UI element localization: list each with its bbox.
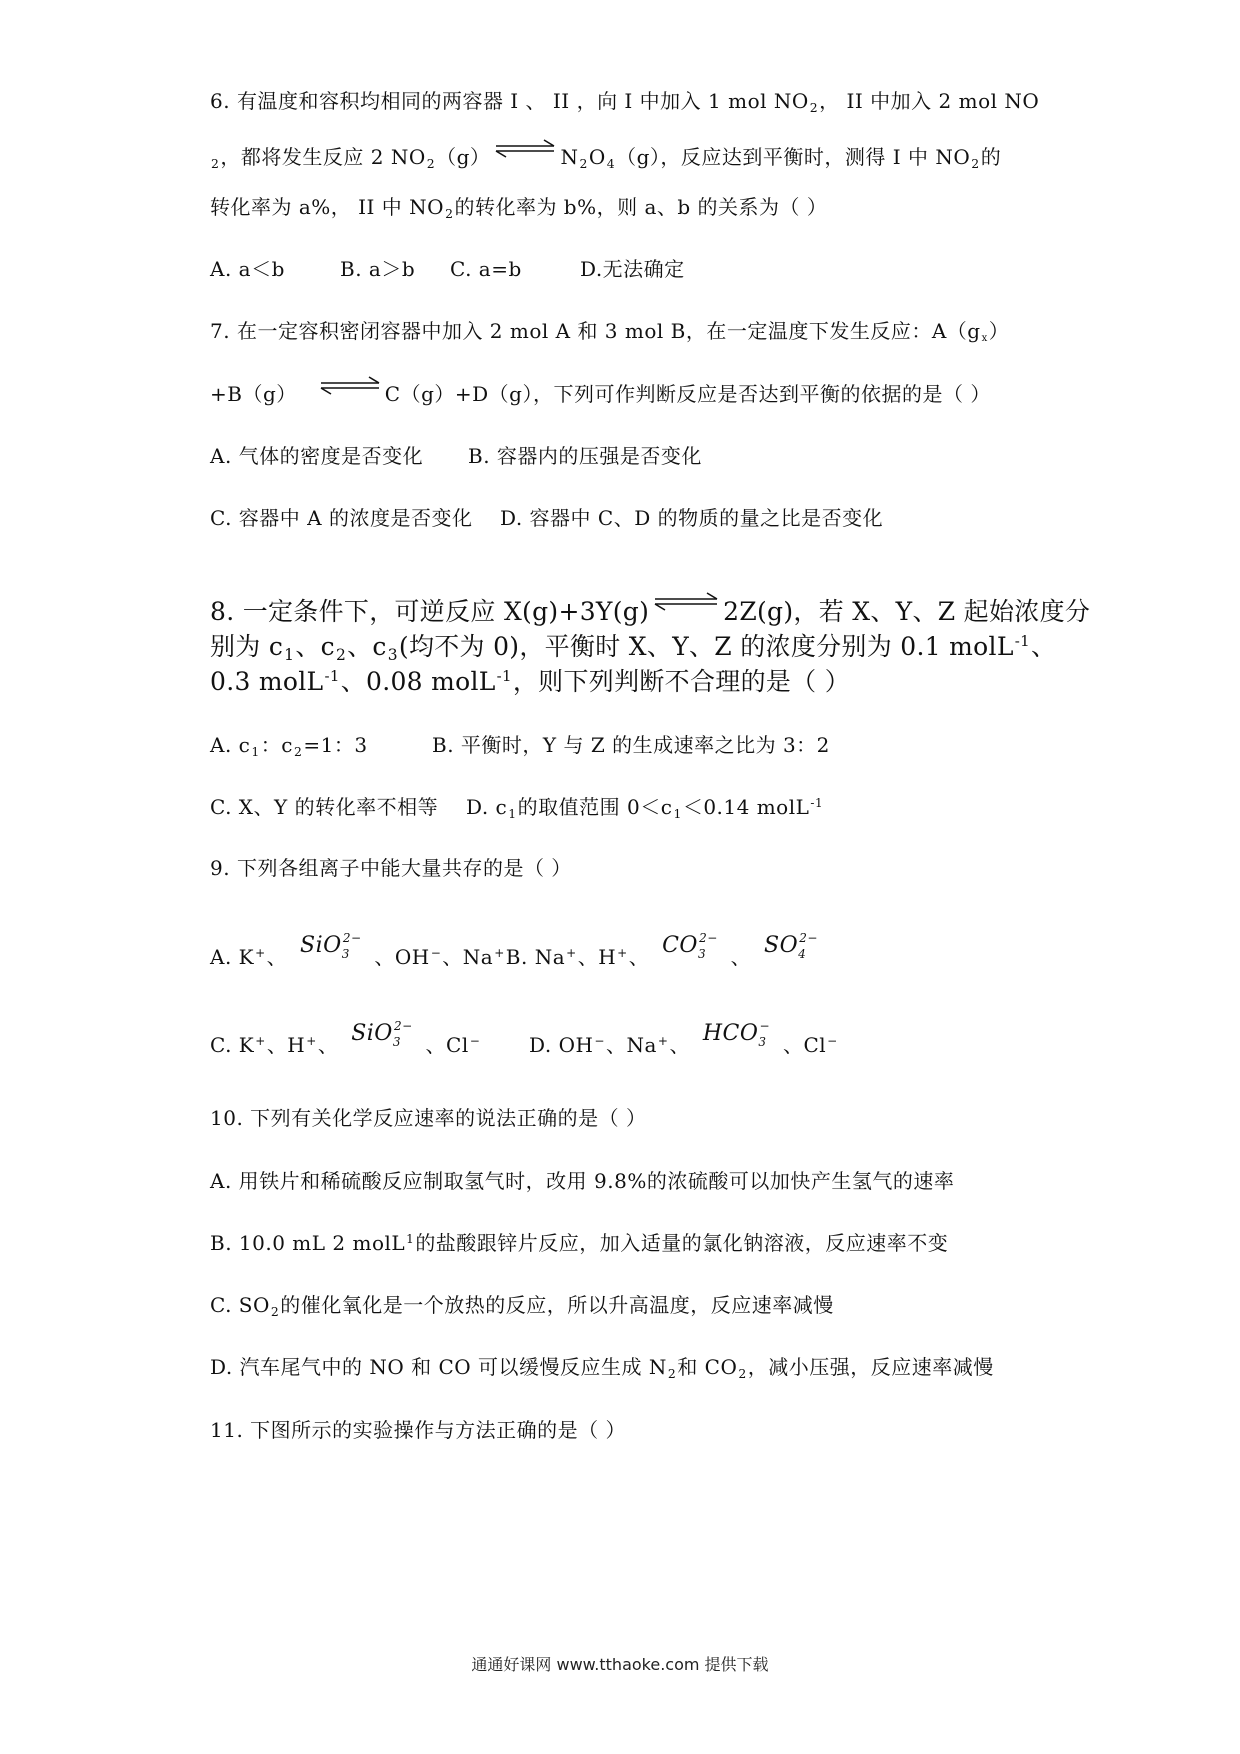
q9-options-ab: A. K+、 SiO$_3^{2-}$ 、OH−、Na+B. Na+、H+、 $CO_3^{2-}$ 、 $SO_4^{2-}$ bbox=[210, 931, 818, 969]
q8-options-cd bbox=[210, 794, 824, 823]
q10-option-c: C. SO2的催化氧化是一个放热的反应，所以升高温度，反应速率减慢 bbox=[210, 1293, 834, 1319]
q6-line-1: 6. 有温度和容积均相同的两容器 I 、 II ，向 I 中加入 1 mol NO2， II 中加入 2 mol NO bbox=[210, 89, 1040, 115]
q8-line-1: 8. 一定条件下，可逆反应 X(g)+3Y(g) 2Z(g)，若 X、Y、Z 起始浓度分 bbox=[210, 597, 1090, 627]
q10-option-d: D. 汽车尾气中的 NO 和 CO 可以缓慢反应生成 N2和 CO2，减小压强，反应速率减慢 bbox=[210, 1355, 994, 1381]
q11-stem: 11. 下图所示的实验操作与方法正确的是（ ） bbox=[210, 1418, 627, 1442]
q6-option-b: B. a＞b bbox=[340, 257, 416, 281]
q7-line-2: +B（g） C（g）+D（g），下列可作判断反应是否达到平衡的依据的是（ ） bbox=[210, 381, 991, 407]
q7-option-d: D. 容器中 C、D 的物质的量之比是否变化 bbox=[500, 506, 884, 530]
q9-options-cd: C. K+、H+、 SiO$_3^{2-}$ 、Cl− D. OH−、Na+、 $HCO_3^-$ 、Cl− bbox=[210, 1019, 838, 1057]
q6-line-3: 转化率为 a%， II 中 NO2的转化率为 b%，则 a、b 的关系为（ ） bbox=[210, 195, 828, 221]
q7-option-c: C. 容器中 A 的浓度是否变化 bbox=[210, 506, 473, 530]
q8-option-a: A. c1：c2=1：3 bbox=[210, 733, 368, 759]
q8-line-2: 别为 c1、c2、c3(均不为 0)，平衡时 X、Y、Z 的浓度分别为 0.1 molL$^{-1}$、 bbox=[210, 632, 1057, 664]
q8-option-c: C. X、Y 的转化率不相等 bbox=[210, 795, 439, 819]
q8-option-b: B. 平衡时，Y 与 Z 的生成速率之比为 3：2 bbox=[432, 733, 830, 757]
q8-line-3: 0.3 molL$^{-1}$、0.08 molL$^{-1}$，则下列判断不合理的是（ ） bbox=[210, 667, 851, 696]
sulfate-ion: $SO_4^{2-}$ bbox=[764, 931, 818, 961]
q7-option-a: A. 气体的密度是否变化 bbox=[210, 444, 424, 468]
page-footer: 通通好课网 www.tthaoke.com 提供下载 bbox=[471, 1655, 769, 1674]
bicarbonate-ion: $HCO_3^-$ bbox=[702, 1019, 771, 1049]
q6-line-2: 2，都将发生反应 2 NO2（g） N2O4（g），反应达到平衡时，测得 I 中 NO2的 bbox=[210, 144, 1001, 173]
q10-option-a: A. 用铁片和稀硫酸反应制取氢气时，改用 9.8%的浓硫酸可以加快产生氢气的速率 bbox=[210, 1169, 955, 1193]
q7-options-ab bbox=[210, 443, 702, 469]
q6-option-c: C. a=b bbox=[450, 257, 522, 281]
q10-option-b: B. 10.0 mL 2 molL$^1$的盐酸跟锌片反应，加入适量的氯化钠溶液，反应速率不变 bbox=[210, 1231, 949, 1255]
equilibrium-arrow-icon bbox=[494, 144, 556, 166]
silicate-ion: SiO$_3^{2-}$ bbox=[300, 931, 362, 961]
q6-option-d: D.无法确定 bbox=[580, 257, 685, 281]
equilibrium-arrow-icon bbox=[653, 597, 719, 619]
carbonate-ion: $CO_3^{2-}$ bbox=[662, 931, 718, 961]
q6-options bbox=[210, 256, 685, 282]
q8-options-ab bbox=[210, 732, 830, 761]
silicate-ion: SiO$_3^{2-}$ bbox=[351, 1019, 413, 1049]
equilibrium-arrow-icon bbox=[319, 381, 381, 403]
q10-stem: 10. 下列有关化学反应速率的说法正确的是（ ） bbox=[210, 1106, 647, 1130]
q9-stem: 9. 下列各组离子中能大量共存的是（ ） bbox=[210, 856, 572, 880]
q6-option-a: A. a＜b bbox=[210, 257, 285, 281]
q7-options-cd bbox=[210, 505, 883, 531]
q7-option-b: B. 容器内的压强是否变化 bbox=[468, 444, 702, 468]
q6-text: 6. 有温度和容积均相同的两容器 I 、 II ，向 I 中加入 1 mol NO bbox=[210, 89, 809, 113]
q7-line-1: 7. 在一定容积密闭容器中加入 2 mol A 和 3 mol B，在一定温度下发生反应：A（gx） bbox=[210, 319, 1010, 345]
q8-option-d: D. c1的取值范围 0＜c1＜0.14 molL$^{-1}$ bbox=[466, 795, 824, 821]
